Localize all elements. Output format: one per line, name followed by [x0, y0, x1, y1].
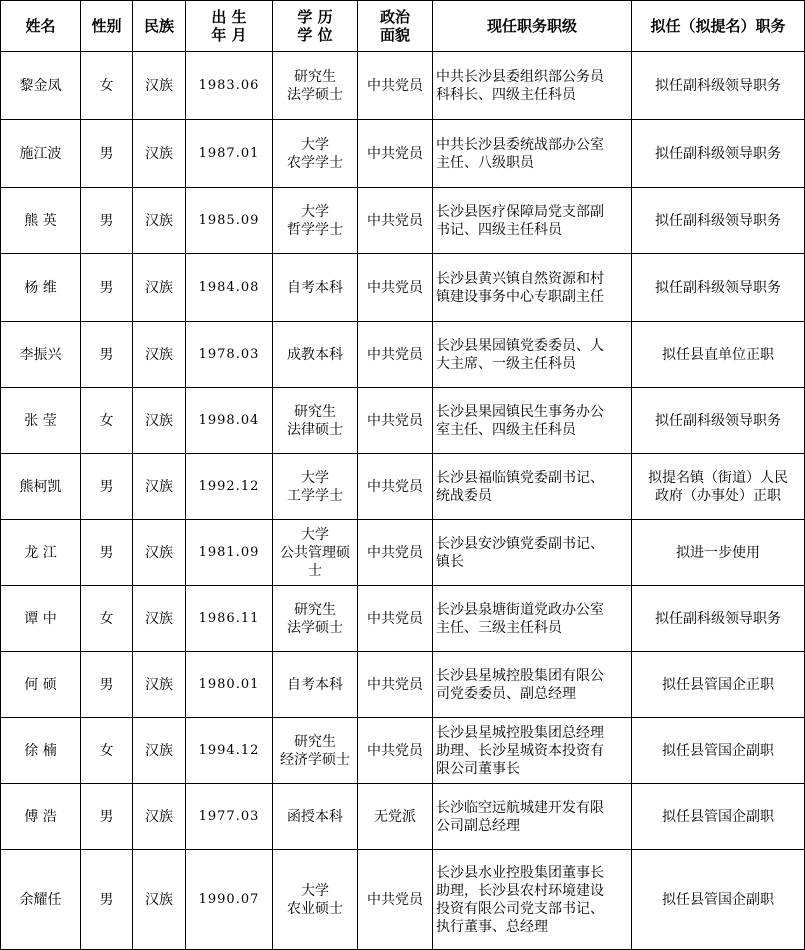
cell-ethnicity: 汉族	[133, 120, 186, 188]
table-row	[1, 120, 805, 188]
cell-birth: 1977.03	[186, 784, 273, 850]
cell-current-position: 中共长沙县委统战部办公室 主任、八级职员	[433, 120, 632, 188]
cell-birth: 1984.08	[186, 254, 273, 322]
cell-ethnicity: 汉族	[133, 586, 186, 652]
cell-ethnicity: 汉族	[133, 850, 186, 950]
cell-proposed-position: 拟任副科级领导职务	[632, 586, 805, 652]
table-row	[1, 388, 805, 454]
cell-current-position: 长沙县福临镇党委副书记、 统战委员	[433, 454, 632, 520]
cell-political: 中共党员	[358, 586, 433, 652]
cell-current-position: 长沙县泉塘街道党政办公室 主任、三级主任科员	[433, 586, 632, 652]
cell-current-position: 长沙县医疗保障局党支部副 书记、四级主任科员	[433, 188, 632, 254]
cell-gender: 男	[81, 850, 133, 950]
table-row	[1, 322, 805, 388]
cell-current-position: 长沙县星城控股集团总经理 助理、长沙星城资本投资有 限公司董事长	[433, 718, 632, 784]
header-name: 姓名	[1, 1, 81, 52]
table-row	[1, 652, 805, 718]
cell-name: 傅 浩	[1, 784, 81, 850]
header-gender: 性别	[81, 1, 133, 52]
cell-current-position: 长沙县果园镇民生事务办公 室主任、四级主任科员	[433, 388, 632, 454]
cell-education: 大学 农学学士	[273, 120, 358, 188]
cell-gender: 男	[81, 188, 133, 254]
cell-name: 余耀任	[1, 850, 81, 950]
cell-ethnicity: 汉族	[133, 784, 186, 850]
cell-proposed-position: 拟进一步使用	[632, 520, 805, 586]
cell-political: 中共党员	[358, 652, 433, 718]
cell-political: 中共党员	[358, 254, 433, 322]
cell-birth: 1981.09	[186, 520, 273, 586]
cell-political: 中共党员	[358, 52, 433, 120]
cell-ethnicity: 汉族	[133, 652, 186, 718]
cell-name: 黎金凤	[1, 52, 81, 120]
table-row	[1, 784, 805, 850]
cell-current-position: 长沙县黄兴镇自然资源和村 镇建设事务中心专职副主任	[433, 254, 632, 322]
header-current-position: 现任职务职级	[433, 1, 632, 52]
cell-ethnicity: 汉族	[133, 322, 186, 388]
table-row	[1, 454, 805, 520]
cell-proposed-position: 拟提名镇（街道）人民 政府（办事处）正职	[632, 454, 805, 520]
cell-birth: 1986.11	[186, 586, 273, 652]
cell-education: 研究生 法律硕士	[273, 388, 358, 454]
cell-name: 何 硕	[1, 652, 81, 718]
cell-current-position: 长沙县星城控股集团有限公 司党委委员、副总经理	[433, 652, 632, 718]
cell-gender: 男	[81, 652, 133, 718]
cell-gender: 女	[81, 718, 133, 784]
cell-ethnicity: 汉族	[133, 52, 186, 120]
cell-name: 施江波	[1, 120, 81, 188]
cell-name: 谭 中	[1, 586, 81, 652]
cell-political: 中共党员	[358, 520, 433, 586]
cell-current-position: 长沙县果园镇党委委员、人 大主席、一级主任科员	[433, 322, 632, 388]
cell-birth: 1978.03	[186, 322, 273, 388]
cell-gender: 男	[81, 454, 133, 520]
cell-current-position: 长沙临空远航城建开发有限 公司副总经理	[433, 784, 632, 850]
cell-birth: 1987.01	[186, 120, 273, 188]
header-row	[1, 1, 805, 52]
cell-ethnicity: 汉族	[133, 718, 186, 784]
cell-current-position: 长沙县安沙镇党委副书记、 镇长	[433, 520, 632, 586]
cell-political: 中共党员	[358, 850, 433, 950]
cell-education: 大学 农业硕士	[273, 850, 358, 950]
cell-political: 中共党员	[358, 322, 433, 388]
cell-political: 中共党员	[358, 454, 433, 520]
header-education: 学 历 学 位	[273, 1, 358, 52]
cell-proposed-position: 拟任县管国企副职	[632, 784, 805, 850]
cell-name: 张 莹	[1, 388, 81, 454]
cell-ethnicity: 汉族	[133, 454, 186, 520]
table-row	[1, 520, 805, 586]
cell-birth: 1980.01	[186, 652, 273, 718]
cell-gender: 女	[81, 586, 133, 652]
cell-name: 徐 楠	[1, 718, 81, 784]
cell-education: 函授本科	[273, 784, 358, 850]
cell-education: 大学 公共管理硕 士	[273, 520, 358, 586]
cell-name: 李振兴	[1, 322, 81, 388]
cell-proposed-position: 拟任副科级领导职务	[632, 120, 805, 188]
cell-ethnicity: 汉族	[133, 188, 186, 254]
table-row	[1, 188, 805, 254]
cell-education: 成教本科	[273, 322, 358, 388]
cell-proposed-position: 拟任副科级领导职务	[632, 52, 805, 120]
cell-education: 大学 工学学士	[273, 454, 358, 520]
cell-proposed-position: 拟任县管国企副职	[632, 718, 805, 784]
cell-gender: 女	[81, 52, 133, 120]
cell-current-position: 中共长沙县委组织部公务员 科科长、四级主任科员	[433, 52, 632, 120]
cell-proposed-position: 拟任副科级领导职务	[632, 188, 805, 254]
header-political: 政治 面貌	[358, 1, 433, 52]
cell-education: 大学 哲学学士	[273, 188, 358, 254]
cell-birth: 1998.04	[186, 388, 273, 454]
cell-political: 中共党员	[358, 120, 433, 188]
table-row	[1, 850, 805, 950]
cell-ethnicity: 汉族	[133, 254, 186, 322]
cell-birth: 1983.06	[186, 52, 273, 120]
table-row	[1, 52, 805, 120]
cell-birth: 1992.12	[186, 454, 273, 520]
cell-education: 自考本科	[273, 652, 358, 718]
cell-proposed-position: 拟任县管国企正职	[632, 652, 805, 718]
table-row	[1, 254, 805, 322]
cell-gender: 男	[81, 120, 133, 188]
cell-political: 无党派	[358, 784, 433, 850]
cell-name: 龙 江	[1, 520, 81, 586]
cell-gender: 女	[81, 388, 133, 454]
cell-political: 中共党员	[358, 388, 433, 454]
cell-ethnicity: 汉族	[133, 388, 186, 454]
header-birth: 出 生 年 月	[186, 1, 273, 52]
cell-birth: 1990.07	[186, 850, 273, 950]
header-proposed-position: 拟任（拟提名）职务	[632, 1, 805, 52]
table-row	[1, 718, 805, 784]
cell-name: 熊 英	[1, 188, 81, 254]
table-row	[1, 586, 805, 652]
cell-education: 研究生 经济学硕士	[273, 718, 358, 784]
cell-ethnicity: 汉族	[133, 520, 186, 586]
cell-gender: 男	[81, 254, 133, 322]
cell-gender: 男	[81, 520, 133, 586]
cell-education: 自考本科	[273, 254, 358, 322]
cell-political: 中共党员	[358, 188, 433, 254]
cell-birth: 1985.09	[186, 188, 273, 254]
cell-proposed-position: 拟任县直单位正职	[632, 322, 805, 388]
header-ethnicity: 民族	[133, 1, 186, 52]
cell-name: 杨 维	[1, 254, 81, 322]
cell-gender: 男	[81, 784, 133, 850]
cell-political: 中共党员	[358, 718, 433, 784]
cell-gender: 男	[81, 322, 133, 388]
cell-proposed-position: 拟任副科级领导职务	[632, 254, 805, 322]
cell-education: 研究生 法学硕士	[273, 52, 358, 120]
cell-name: 熊柯凯	[1, 454, 81, 520]
table-body	[1, 52, 805, 950]
cell-birth: 1994.12	[186, 718, 273, 784]
cell-proposed-position: 拟任副科级领导职务	[632, 388, 805, 454]
cell-education: 研究生 法学硕士	[273, 586, 358, 652]
cell-proposed-position: 拟任县管国企副职	[632, 850, 805, 950]
cell-current-position: 长沙县水业控股集团董事长 助理，长沙县农村环境建设 投资有限公司党支部书记、 执行董事、总经理	[433, 850, 632, 950]
